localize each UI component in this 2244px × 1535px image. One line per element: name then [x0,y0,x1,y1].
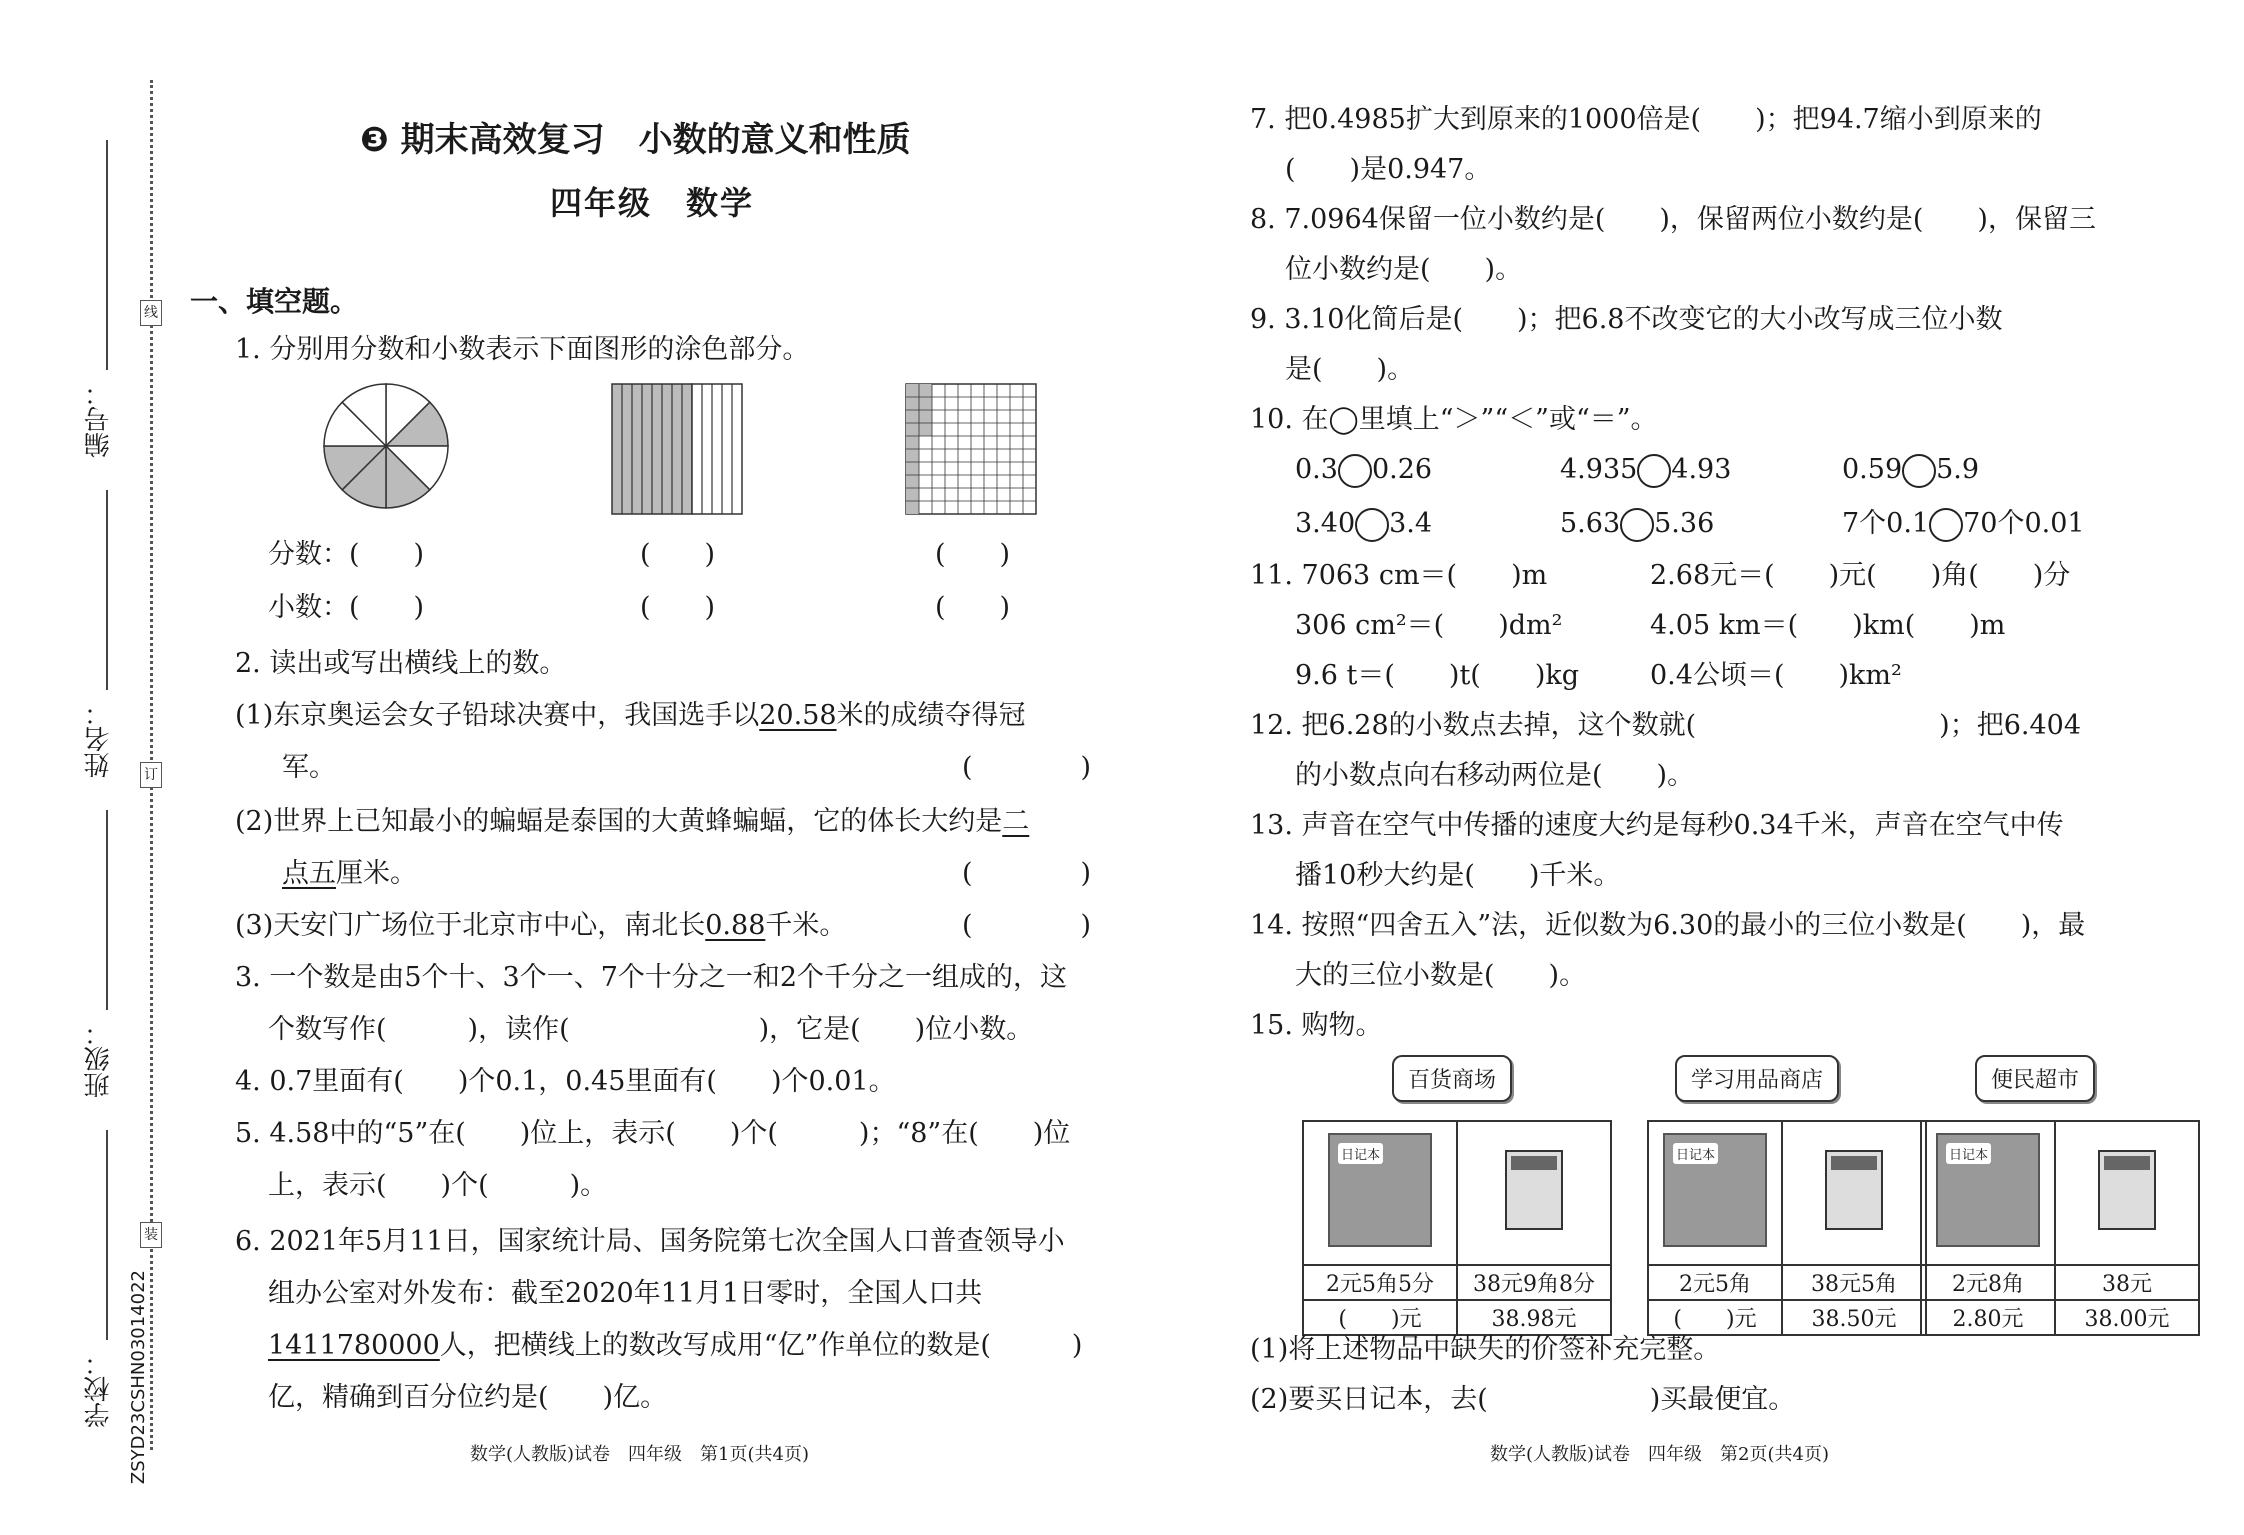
q11-e: 9.6 t＝( )t( )kg [1295,660,1580,691]
store-sign-2: 学习用品商店 [1675,1055,1839,1102]
store-sign-1: 百货商场 [1392,1055,1512,1102]
value-notebook[interactable]: ( )元 [1303,1300,1457,1335]
q2-part3: (3)天安门广场位于北京市中心，南北长0.88千米。 [235,910,847,941]
page-subtitle: 四年级 数学 [550,184,755,222]
section-heading: 一、填空题。 [190,285,359,318]
q15-stem: 15. 购物。 [1250,1010,1383,1041]
page-title: ❸ 期末高效复习 小数的意义和性质 [360,120,911,160]
label-name: 姓名： [84,700,114,778]
q10-item-3: 0.59 5.9 [1842,450,1979,490]
q11-b: 2.68元＝( )元( )角( )分 [1650,560,2071,591]
class-line [106,810,108,1010]
store-table-2 [1647,1120,1927,1336]
q1-fraction-row: 分数：( ) [268,539,425,570]
price-notebook: 2元5角5分 [1303,1265,1457,1300]
calculator-icon [2098,1150,2156,1230]
compare-circle[interactable] [1929,508,1963,542]
store-table-3 [1920,1120,2200,1336]
compare-circle[interactable] [1637,454,1671,488]
store-table-1 [1302,1120,1612,1336]
name-line [106,490,108,690]
q4: 4. 0.7里面有( )个0.1，0.45里面有( )个0.01。 [235,1066,896,1097]
q6-line4: 亿，精确到百分位约是( )亿。 [268,1382,668,1413]
q6-line2: 组办公室对外发布：截至2020年11月1日零时，全国人口共 [268,1278,983,1309]
q1-decimal-blank-3[interactable]: ( ) [935,592,1011,623]
q10-item-5: 5.63 5.36 [1560,504,1714,544]
q7-line2: ( )是0.947。 [1285,154,1492,185]
label-class: 班级： [84,1020,114,1098]
label-school: 学校： [84,1350,114,1428]
value-notebook: 2.80元 [1921,1300,2055,1335]
compare-circle[interactable] [1338,454,1372,488]
q2-part3-answer[interactable]: ( ) [962,910,1092,941]
price-calculator: 38元9角8分 [1457,1265,1611,1300]
value-calculator: 38.98元 [1457,1300,1611,1335]
q2-part2: (2)世界上已知最小的蝙蝠是泰国的大黄蜂蝙蝠，它的体长大约是二 [235,806,1030,837]
q14-line1: 14. 按照“四舍五入”法，近似数为6.30的最小的三位小数是( )，最 [1250,910,2086,941]
store-sign-3: 便民超市 [1975,1055,2095,1102]
footer-left: 数学(人教版)试卷 四年级 第1页(共4页) [470,1444,809,1465]
q14-line2: 大的三位小数是( )。 [1295,960,1587,991]
label-id: 编号： [84,380,114,458]
q1-fraction-blank-3[interactable]: ( ) [935,539,1011,570]
q10-item-2: 4.935 4.93 [1560,450,1731,490]
price-calculator: 38元 [2055,1265,2199,1300]
q9-line1: 9. 3.10化简后是( )；把6.8不改变它的大小改写成三位小数 [1250,304,2003,335]
q1-decimal-row: 小数：( ) [268,592,425,623]
q7-line1: 7. 把0.4985扩大到原来的1000倍是( )；把94.7缩小到原来的 [1250,104,2042,135]
price-notebook: 2元8角 [1921,1265,2055,1300]
q10-item-1: 0.3 0.26 [1295,450,1432,490]
grid-figure [906,384,1036,514]
q13-line2: 播10秒大约是( )千米。 [1295,860,1621,891]
q6-line1: 6. 2021年5月11日，国家统计局、国务院第七次全国人口普查领导小 [235,1226,1065,1257]
q15-sub2: (2)要买日记本，去( )买最便宜。 [1250,1384,1796,1415]
q10-stem: 10. 在◯里填上“＞”“＜”或“＝”。 [1250,404,1658,435]
q1-fraction-blank-2[interactable]: ( ) [640,539,716,570]
q2-part2-cont: 点五厘米。 [282,858,417,889]
q12-line2: 的小数点向右移动两位是( )。 [1295,760,1695,791]
q5-line1: 5. 4.58中的“5”在( )位上，表示( )个( )；“8”在( )位 [235,1118,1071,1149]
q11-c: 306 cm²＝( )dm² [1295,610,1563,641]
notebook-icon: 日记本 [1936,1133,2040,1247]
footer-right: 数学(人教版)试卷 四年级 第2页(共4页) [1490,1444,1829,1465]
q2-part1-answer[interactable]: ( ) [962,752,1092,783]
q1-stem: 1. 分别用分数和小数表示下面图形的涂色部分。 [235,334,810,365]
bar-figure [612,384,742,514]
compare-circle[interactable] [1902,454,1936,488]
value-calculator: 38.00元 [2055,1300,2199,1335]
q5-line2: 上，表示( )个( )。 [268,1170,608,1201]
q11-f: 0.4公顷＝( )km² [1650,660,1902,691]
value-calculator: 38.50元 [1782,1300,1926,1335]
q12-line1: 12. 把6.28的小数点去掉，这个数就( )；把6.404 [1250,710,2082,741]
q10-item-6: 7个0.1 70个0.01 [1842,504,2085,544]
paper-code: ZSYD23CSHN03014022 [128,1270,149,1485]
q13-line1: 13. 声音在空气中传播的速度大约是每秒0.34千米，声音在空气中传 [1250,810,2064,841]
q1-decimal-blank-2[interactable]: ( ) [640,592,716,623]
q9-line2: 是( )。 [1285,354,1415,385]
calculator-icon [1505,1150,1563,1230]
id-line [106,140,108,370]
q3-line1: 3. 一个数是由5个十、3个一、7个十分之一和2个千分之一组成的，这 [235,962,1068,993]
price-calculator: 38元5角 [1782,1265,1926,1300]
school-line [106,1130,108,1340]
cut-mark-pack: 装 [140,1222,162,1248]
q2-part1: (1)东京奥运会女子铅球决赛中，我国选手以20.58米的成绩夺得冠 [235,700,1026,731]
value-notebook[interactable]: ( )元 [1648,1300,1782,1335]
q2-part2-answer[interactable]: ( ) [962,858,1092,889]
calculator-icon [1825,1150,1883,1230]
q11-a: 11. 7063 cm＝( )m [1250,560,1548,591]
q2-stem: 2. 读出或写出横线上的数。 [235,648,567,679]
cut-mark-line: 线 [140,300,162,326]
q15-sub1: (1)将上述物品中缺失的价签补充完整。 [1250,1334,1721,1365]
q3-line2: 个数写作( )，读作( )，它是( )位小数。 [268,1014,1034,1045]
q8-line2: 位小数约是( )。 [1285,254,1523,285]
q6-line3: 1411780000人，把横线上的数改写成用“亿”作单位的数是( ) [268,1330,1083,1361]
q11-d: 4.05 km＝( )km( )m [1650,610,2006,641]
circle-figure [324,384,448,508]
price-notebook: 2元5角 [1648,1265,1782,1300]
compare-circle[interactable] [1355,508,1389,542]
q1-figures [320,380,1060,520]
notebook-icon: 日记本 [1663,1133,1767,1247]
cut-mark-bind: 订 [140,762,162,788]
binding-strip [0,0,170,1535]
q10-item-4: 3.40 3.4 [1295,504,1432,544]
q2-part1-cont: 军。 [282,752,336,783]
notebook-icon: 日记本 [1328,1133,1432,1247]
q8-line1: 8. 7.0964保留一位小数约是( )，保留两位小数约是( )，保留三 [1250,204,2096,235]
compare-circle[interactable] [1620,508,1654,542]
